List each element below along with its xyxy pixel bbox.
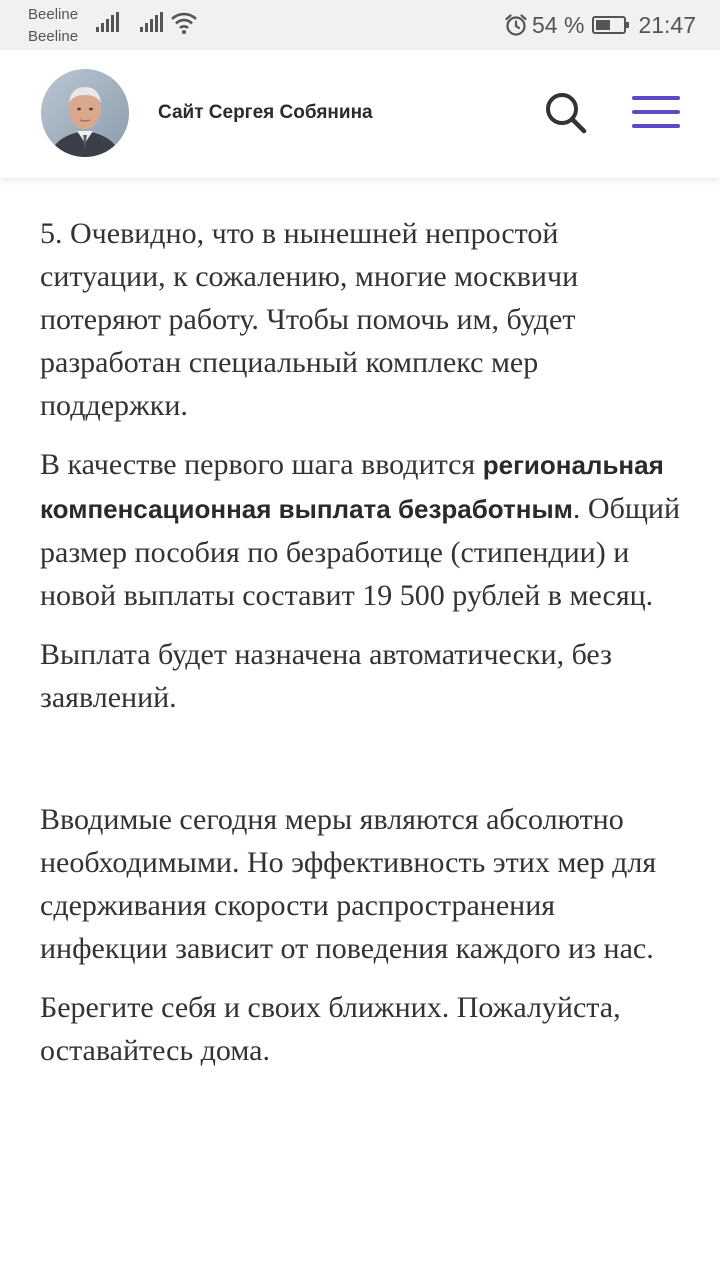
battery-percent: 54 % bbox=[532, 11, 585, 38]
status-bar bbox=[0, 0, 720, 50]
avatar[interactable] bbox=[41, 69, 129, 157]
signal-2-icon bbox=[140, 12, 164, 32]
paragraph-4: Вводимые сегодня меры являются абсолютно необходимыми. Но эффективность этих мер для сдерживания скорости распространения инфекции зависит от поведения каждого из нас. bbox=[40, 803, 657, 965]
carrier-2-label: Beeline bbox=[28, 28, 79, 45]
paragraph-2-intro: В качестве первого шага вводится bbox=[40, 448, 483, 481]
status-indicators bbox=[504, 0, 696, 50]
wifi-icon bbox=[170, 11, 198, 39]
paragraph-5: Берегите себя и своих ближних. Пожалуйста, оставайтесь дома. bbox=[40, 991, 621, 1067]
paragraph-2-rest: . Общий размер пособия по безработице (стипендии) и новой выплаты составит 19 500 рублей в месяц. bbox=[40, 492, 681, 612]
carrier-names bbox=[28, 4, 78, 48]
alarm-clock-icon bbox=[504, 13, 528, 37]
site-title[interactable]: Сайт Сергея Собянина bbox=[158, 102, 373, 123]
battery-icon bbox=[592, 16, 626, 34]
article-body bbox=[40, 212, 686, 1088]
search-icon bbox=[541, 121, 589, 140]
site-header bbox=[0, 50, 720, 178]
carrier-1-label: Beeline bbox=[28, 6, 79, 23]
paragraph-1: 5. Очевидно, что в нынешней непростой ситуации, к сожалению, многие москвичи потеряют работу. Чтобы помочь им, будет разработан специальный комплекс мер поддержки. bbox=[40, 217, 579, 422]
clock-time: 21:47 bbox=[638, 11, 696, 38]
battery-level-fill bbox=[596, 20, 610, 30]
paragraph-3: Выплата будет назначена автоматически, без заявлений. bbox=[40, 638, 612, 714]
search-button[interactable] bbox=[541, 88, 589, 136]
paragraph-2 bbox=[40, 443, 686, 617]
paragraph-2-highlight: региональная компенсационная выплата безработным bbox=[40, 450, 664, 524]
signal-1-icon bbox=[96, 12, 120, 32]
menu-button[interactable] bbox=[628, 90, 684, 134]
